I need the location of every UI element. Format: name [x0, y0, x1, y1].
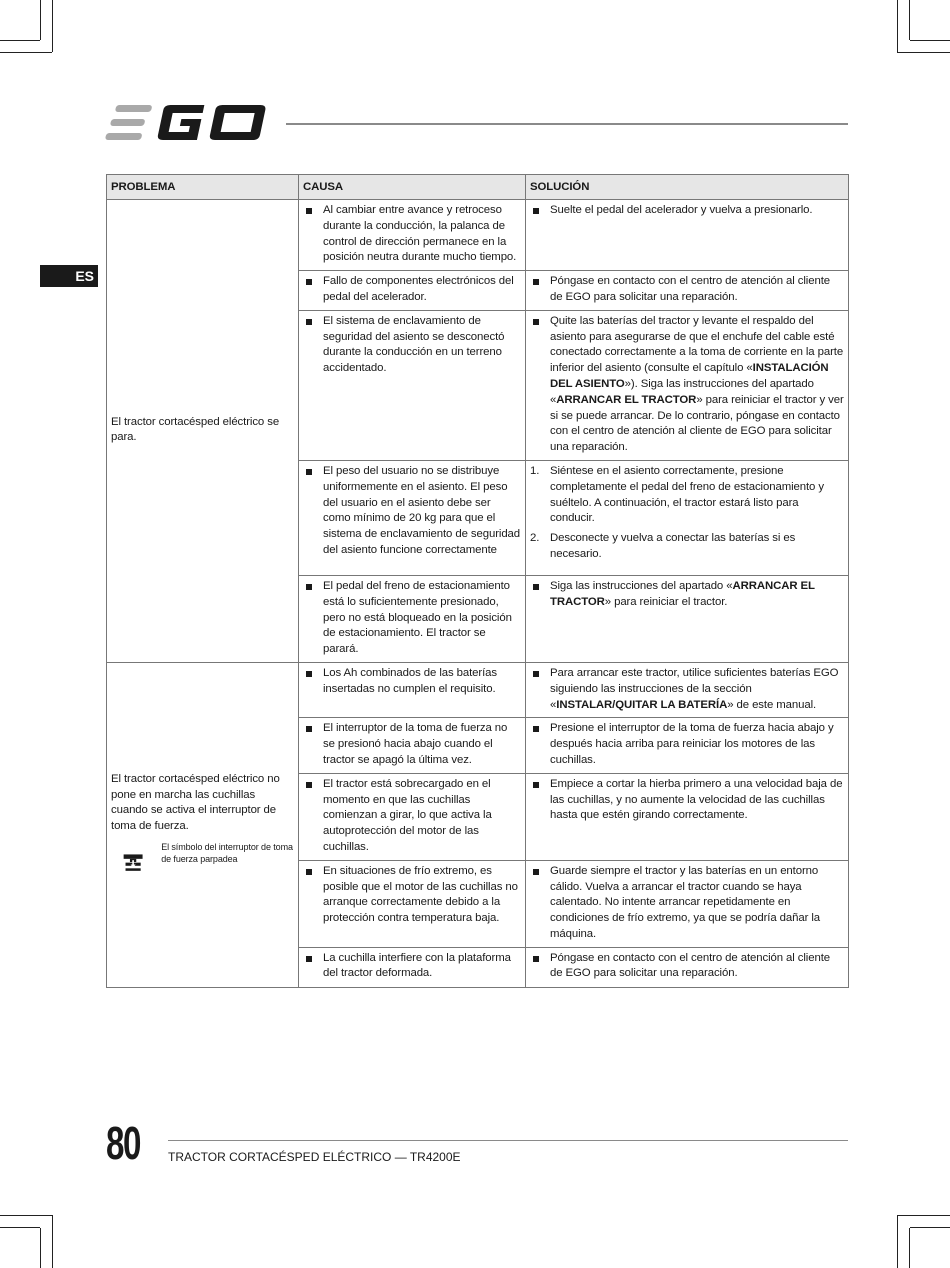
solution-text: Póngase en contacto con el centro de atención al cliente de EGO para solicitar una reparación. [530, 274, 844, 306]
cause-cell [299, 200, 526, 271]
cause-cell [299, 718, 526, 773]
solution-step: 1. Siéntese en el asiento correctamente, presione completamente el pedal del freno de estacionamiento y suéltelo. A continuación, el tractor estará listo para conducir. [530, 464, 824, 525]
header-rule [286, 123, 848, 125]
cause-text: Al cambiar entre avance y retroceso durante la conducción, la palanca de control de dirección permanece en la posición neutra durante mucho tiempo. [303, 203, 521, 266]
crop-mark [910, 1227, 950, 1228]
cause-text: El peso del usuario no se distribuye uniformemente en el asiento. El peso del usuario en el asiento debe ser como mínimo de 20 kg para que el sistema de enclavamiento de seguridad del asiento funcione correctamente [303, 464, 521, 559]
solution-text: Póngase en contacto con el centro de atención al cliente de EGO para solicitar una reparación. [530, 951, 844, 983]
crop-mark [0, 40, 40, 41]
pto-indicator [111, 841, 294, 877]
solution-cell [526, 460, 849, 575]
solution-step: 2. Desconecte y vuelva a conectar las baterías si es necesario. [530, 532, 796, 560]
cause-cell [299, 773, 526, 860]
crop-mark [52, 1215, 53, 1268]
solution-cell [526, 773, 849, 860]
problem-text: El tractor cortacésped eléctrico no pone en marcha las cuchillas cuando se activa el interruptor de toma de fuerza. [111, 772, 280, 833]
crop-mark [40, 1228, 41, 1268]
footer-title: TRACTOR CORTACÉSPED ELÉCTRICO — TR4200E [168, 1150, 461, 1164]
cause-cell [299, 947, 526, 987]
cause-text: El sistema de enclavamiento de seguridad del asiento se desconectó durante la conducción en un terreno accidentado. [303, 314, 521, 377]
solution-text: Empiece a cortar la hierba primero a una velocidad baja de las cuchillas, y no aumente la velocidad de las cuchillas hasta que estén girando correctamente. [530, 777, 844, 824]
crop-mark [897, 1215, 950, 1216]
crop-mark [909, 1228, 910, 1268]
cause-text: El interruptor de la toma de fuerza no se presionó hacia abajo cuando el tractor se apagó la última vez. [303, 721, 521, 768]
solution-text: Suelte el pedal del acelerador y vuelva a presionarlo. [530, 203, 844, 219]
cause-cell [299, 575, 526, 662]
solution-cell [526, 662, 849, 717]
cause-text: En situaciones de frío extremo, es posible que el motor de las cuchillas no arranque correctamente debido a la protección contra temperatura baja. [303, 864, 521, 927]
cause-cell [299, 662, 526, 717]
cause-cell [299, 460, 526, 575]
table-row [107, 200, 849, 271]
solution-cell [526, 200, 849, 271]
cause-text: El pedal del freno de estacionamiento está lo suficientemente presionado, pero no está bloqueado en la posición de estacionamiento. El tractor se parará. [303, 579, 521, 658]
solution-text: Guarde siempre el tractor y las baterías en un entorno cálido. Vuelva a arrancar el tractor cuando se haya calentado. No intente arrancar repetidamente en condiciones de frío extremo, ya que se podría dañar la máquina. [530, 864, 844, 943]
solution-text: Siga las instrucciones del apartado «ARRANCAR EL TRACTOR» para reiniciar el tractor. [530, 579, 844, 611]
crop-mark [910, 40, 950, 41]
pto-icon-note: El símbolo del interruptor de toma de fuerza parpadea [161, 841, 293, 864]
solution-text: Presione el interruptor de la toma de fuerza hacia abajo y después hacia arriba para reiniciar los motores de las cuchillas. [530, 721, 844, 768]
solution-cell [526, 271, 849, 311]
problem-cell [107, 662, 299, 987]
solution-cell [526, 310, 849, 460]
language-tab: ES [40, 265, 98, 287]
crop-mark [0, 52, 52, 53]
solution-cell [526, 575, 849, 662]
solution-cell [526, 718, 849, 773]
cause-text: El tractor está sobrecargado en el momento en que las cuchillas comienzan a girar, lo que activa la autoprotección del motor de las cuchillas. [303, 777, 521, 856]
cause-text: La cuchilla interfiere con la plataforma del tractor deformada. [303, 951, 521, 983]
crop-mark [0, 1215, 52, 1216]
header-problem: PROBLEMA [107, 175, 299, 200]
troubleshooting-table [106, 174, 849, 988]
ego-logo [105, 102, 277, 144]
solution-text: Para arrancar este tractor, utilice suficientes baterías EGO siguiendo las instrucciones de la sección «INSTALAR/QUITAR LA BATERÍA» de este manual. [530, 666, 844, 713]
problem-cell: El tractor cortacésped eléctrico se para. [107, 200, 299, 663]
crop-mark [0, 1227, 40, 1228]
header-cause: CAUSA [299, 175, 526, 200]
crop-mark [52, 0, 53, 52]
crop-mark [909, 0, 910, 40]
footer-rule [168, 1140, 848, 1141]
crop-mark [40, 0, 41, 40]
cause-cell [299, 860, 526, 947]
crop-mark [897, 1215, 898, 1268]
cause-cell [299, 310, 526, 460]
cause-text: Los Ah combinados de las baterías insertadas no cumplen el requisito. [303, 666, 521, 698]
crop-mark [897, 52, 950, 53]
solution-text: Quite las baterías del tractor y levante el respaldo del asiento para asegurarse de que el enchufe del cable esté conectado correctamente a la toma de corriente en la parte inferior del asiento (consulte el capítulo «INSTALACIÓN DEL ASIENTO»). Siga las instrucciones del apartado «ARRANCAR EL TRACTOR» para reiniciar el tractor y ver si se puede arrancar. De lo contrario, póngase en contacto con el centro de atención al cliente de EGO para solicitar una reparación. [530, 314, 844, 456]
table-row [107, 662, 849, 717]
table-header-row [107, 175, 849, 200]
solution-cell [526, 860, 849, 947]
header-solution: SOLUCIÓN [526, 175, 849, 200]
solution-cell [526, 947, 849, 987]
cause-text: Fallo de componentes electrónicos del pedal del acelerador. [303, 274, 521, 306]
cause-cell [299, 271, 526, 311]
page-number: 80 [106, 1117, 140, 1169]
crop-mark [897, 0, 898, 52]
pto-switch-icon [123, 847, 143, 877]
